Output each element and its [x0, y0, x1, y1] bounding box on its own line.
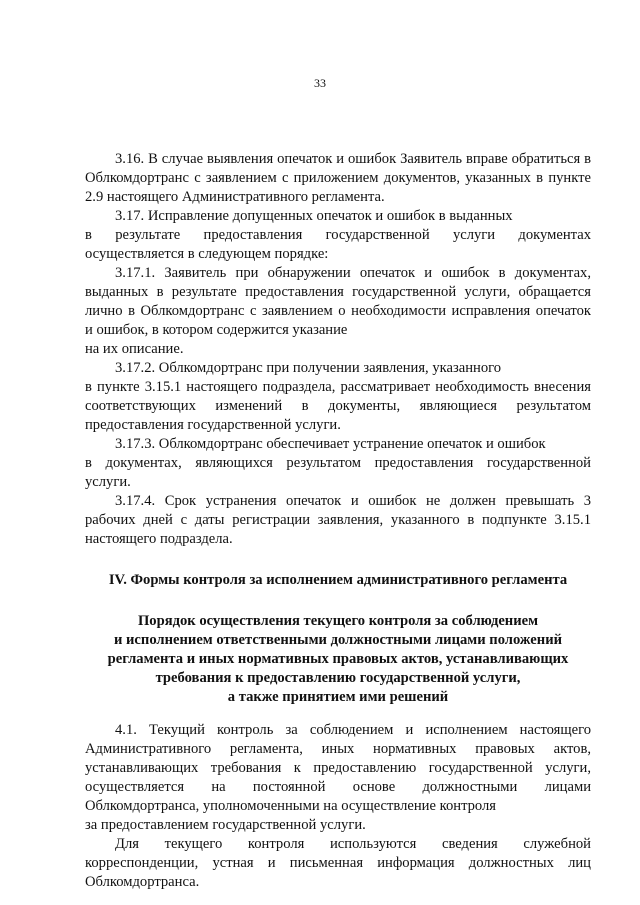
text-line: лично в Облкомдортранс с заявлением о необходимости исправления опечаток	[85, 303, 591, 319]
heading-line: и исполнением ответственными должностными лицами положений	[113, 632, 563, 648]
paragraph-3-17-4	[85, 492, 591, 549]
text-line: рабочих дней с даты регистрации заявления, указанного в подпункте 3.15.1	[85, 512, 591, 528]
document-body	[85, 150, 591, 892]
text-line: 2.9 настоящего Административного регламента.	[85, 189, 385, 205]
paragraph-3-17	[85, 207, 591, 264]
text-line: Облкомдортранса.	[85, 874, 200, 890]
text-line: услуги.	[85, 474, 131, 490]
paragraph-3-17-2	[85, 359, 591, 435]
heading-line: регламента и иных нормативных правовых актов, устанавливающих	[107, 651, 569, 667]
heading-line: требования к предоставлению государственной услуги,	[155, 670, 521, 686]
text-line: на их описание.	[85, 341, 184, 357]
paragraph-3-17-3	[85, 435, 591, 492]
page-number: 33	[314, 76, 326, 90]
subsection-heading	[85, 612, 591, 707]
text-line: 4.1. Текущий контроль за соблюдением и исполнением настоящего	[115, 722, 591, 738]
text-line: 3.17.1. Заявитель при обнаружении опечаток и ошибок в документах,	[115, 265, 591, 281]
paragraph-4-1-continued	[85, 835, 591, 892]
text-line: выданных в результате предоставления государственной услуги, обращается	[85, 284, 591, 300]
section-heading: IV. Формы контроля за исполнением административного регламента	[108, 572, 568, 588]
text-line: в результате предоставления государственной услуги документах	[85, 227, 591, 243]
text-line: Административного регламента, иных нормативных правовых актов,	[85, 741, 591, 757]
text-line: 3.17.2. Облкомдортранс при получении заявления, указанного	[115, 360, 502, 376]
paragraph-3-17-1	[85, 264, 591, 359]
text-line: устанавливающих требования к предоставлению государственной услуги,	[85, 760, 591, 776]
text-line: 3.17.3. Облкомдортранс обеспечивает устранение опечаток и ошибок	[115, 436, 546, 452]
text-line: Облкомдортранс с заявлением с приложением документов, указанных в пункте	[85, 170, 591, 186]
text-line: в документах, являющихся результатом предоставления государственной	[85, 455, 591, 471]
text-line: Облкомдортранса, уполномоченными на осуществление контроля	[85, 798, 497, 814]
text-line: Для текущего контроля используются сведения служебной	[115, 836, 591, 852]
heading-line: Порядок осуществления текущего контроля за соблюдением	[137, 613, 539, 629]
text-line: осуществляется на постоянной основе должностными лицами	[85, 779, 591, 795]
paragraph-4-1	[85, 721, 591, 835]
text-line: и ошибок, в котором содержится указание	[85, 322, 348, 338]
text-line: предоставления государственной услуги.	[85, 417, 341, 433]
text-line: 3.17.4. Срок устранения опечаток и ошибок не должен превышать 3	[115, 493, 591, 509]
text-line: в пункте 3.15.1 настоящего подраздела, рассматривает необходимость внесения	[85, 379, 591, 395]
text-line: настоящего подраздела.	[85, 531, 233, 547]
text-line: соответствующих изменений в документы, являющиеся результатом	[85, 398, 591, 414]
heading-line: а также принятием ими решений	[227, 689, 449, 705]
text-line: осуществляется в следующем порядке:	[85, 246, 329, 262]
text-line: 3.16. В случае выявления опечаток и ошибок Заявитель вправе обратиться в	[115, 151, 591, 167]
text-line: корреспонденции, устная и письменная информация должностных лиц	[85, 855, 591, 871]
text-line: за предоставлением государственной услуги.	[85, 817, 366, 833]
text-line: 3.17. Исправление допущенных опечаток и ошибок в выданных	[115, 208, 513, 224]
paragraph-3-16	[85, 150, 591, 207]
